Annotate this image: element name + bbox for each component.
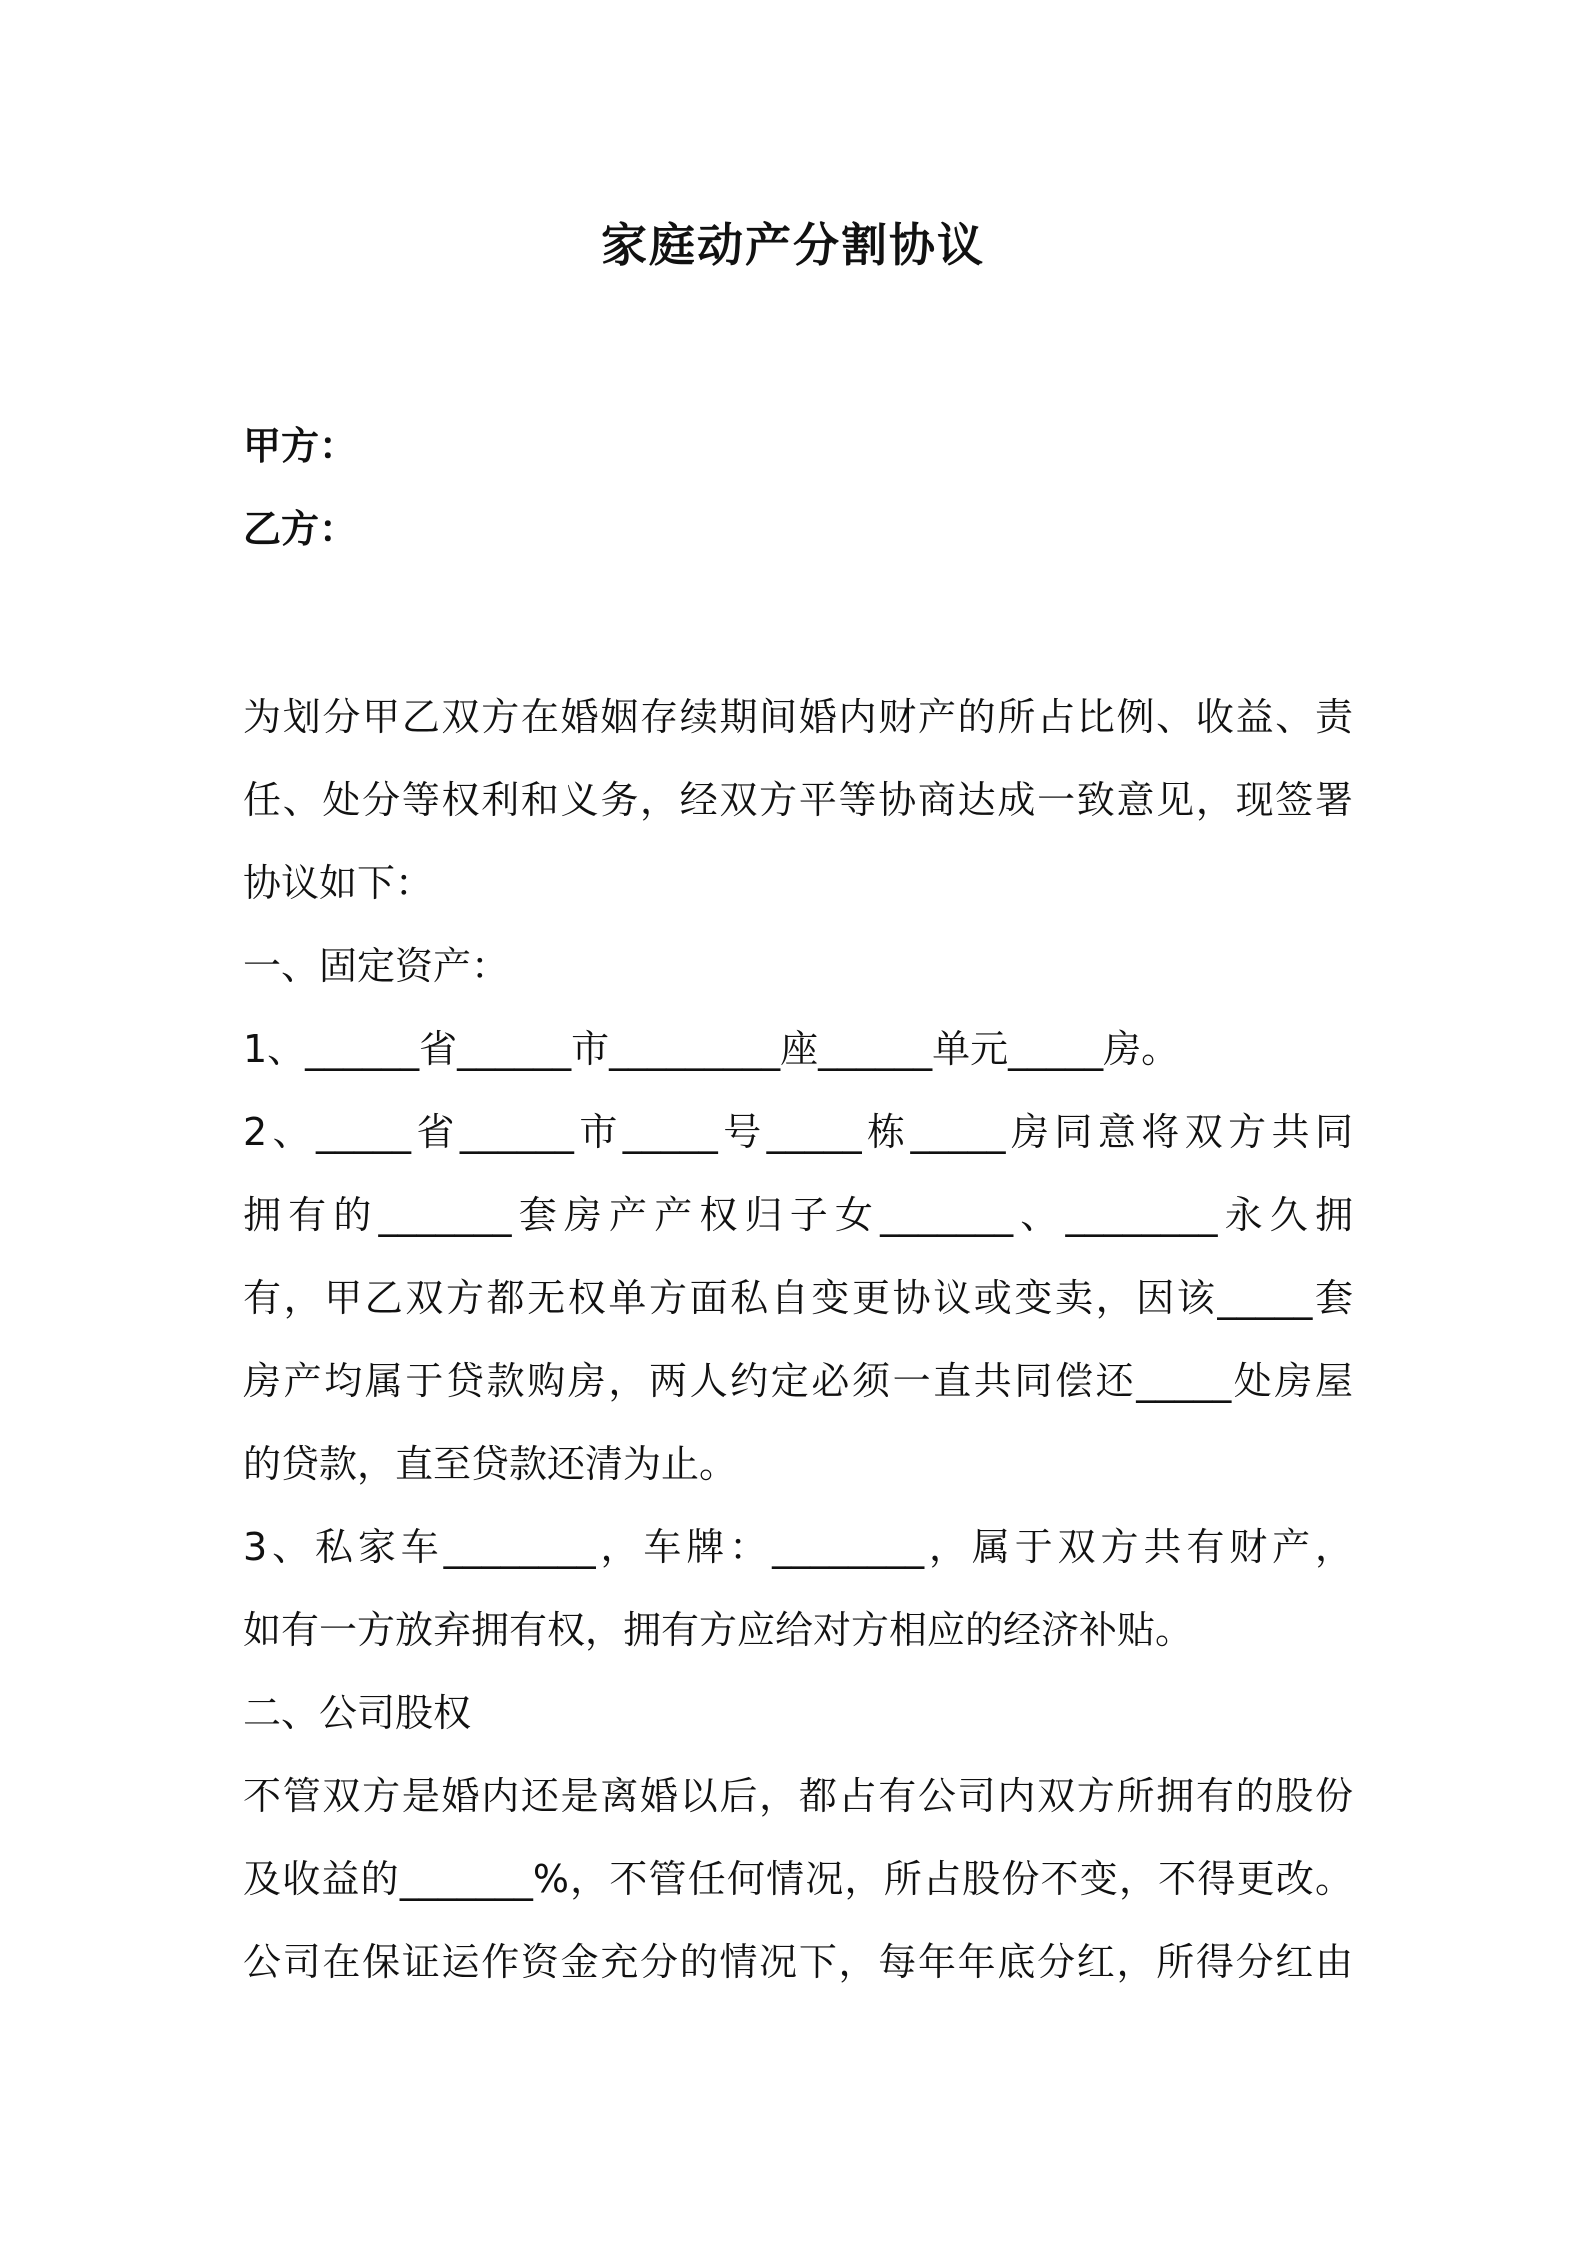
paragraph-line: 如有一方放弃拥有权，拥有方应给对方相应的经济补贴。 [243, 1608, 1194, 1652]
document-title: 家庭动产分割协议 [601, 218, 985, 272]
paragraph-line: 1、______省______市_________座______单元_____房。 [243, 1027, 1180, 1071]
paragraph-line: 任、处分等权利和义务，经双方平等协商达成一致意见，现签署 [243, 778, 1353, 822]
paragraph-line: 房产均属于贷款购房，两人约定必须一直共同偿还_____处房屋 [243, 1359, 1353, 1403]
spacer [243, 571, 1353, 676]
party-b-label: 乙方： [243, 507, 358, 551]
section-heading: 一、固定资产： [243, 944, 510, 988]
paragraph-line: 为划分甲乙双方在婚姻存续期间婚内财产的所占比例、收益、责 [243, 695, 1353, 739]
party-a-label: 甲方： [243, 424, 358, 468]
paragraph-line: 的贷款，直至贷款还清为止。 [243, 1442, 738, 1486]
paragraph-line: 拥有的_______套房产产权归子女_______、________永久拥 [243, 1193, 1353, 1237]
paragraph-line: 2、_____省______市_____号_____栋_____房同意将双方共同 [243, 1110, 1353, 1154]
paragraph-line: 有，甲乙双方都无权单方面私自变更协议或变卖，因该_____套 [243, 1276, 1353, 1320]
paragraph-line: 3、私家车________，车牌：________，属于双方共有财产， [243, 1525, 1353, 1569]
document-body [243, 405, 1353, 2004]
section-heading: 二、公司股权 [243, 1691, 472, 1735]
paragraph-line: 公司在保证运作资金充分的情况下，每年年底分红，所得分红由 [243, 1940, 1353, 1984]
paragraph-line: 及收益的_______%，不管任何情况，所占股份不变，不得更改。 [243, 1857, 1353, 1901]
paragraph-line: 不管双方是婚内还是离婚以后，都占有公司内双方所拥有的股份 [243, 1774, 1353, 1818]
paragraph-line: 协议如下： [243, 861, 434, 905]
